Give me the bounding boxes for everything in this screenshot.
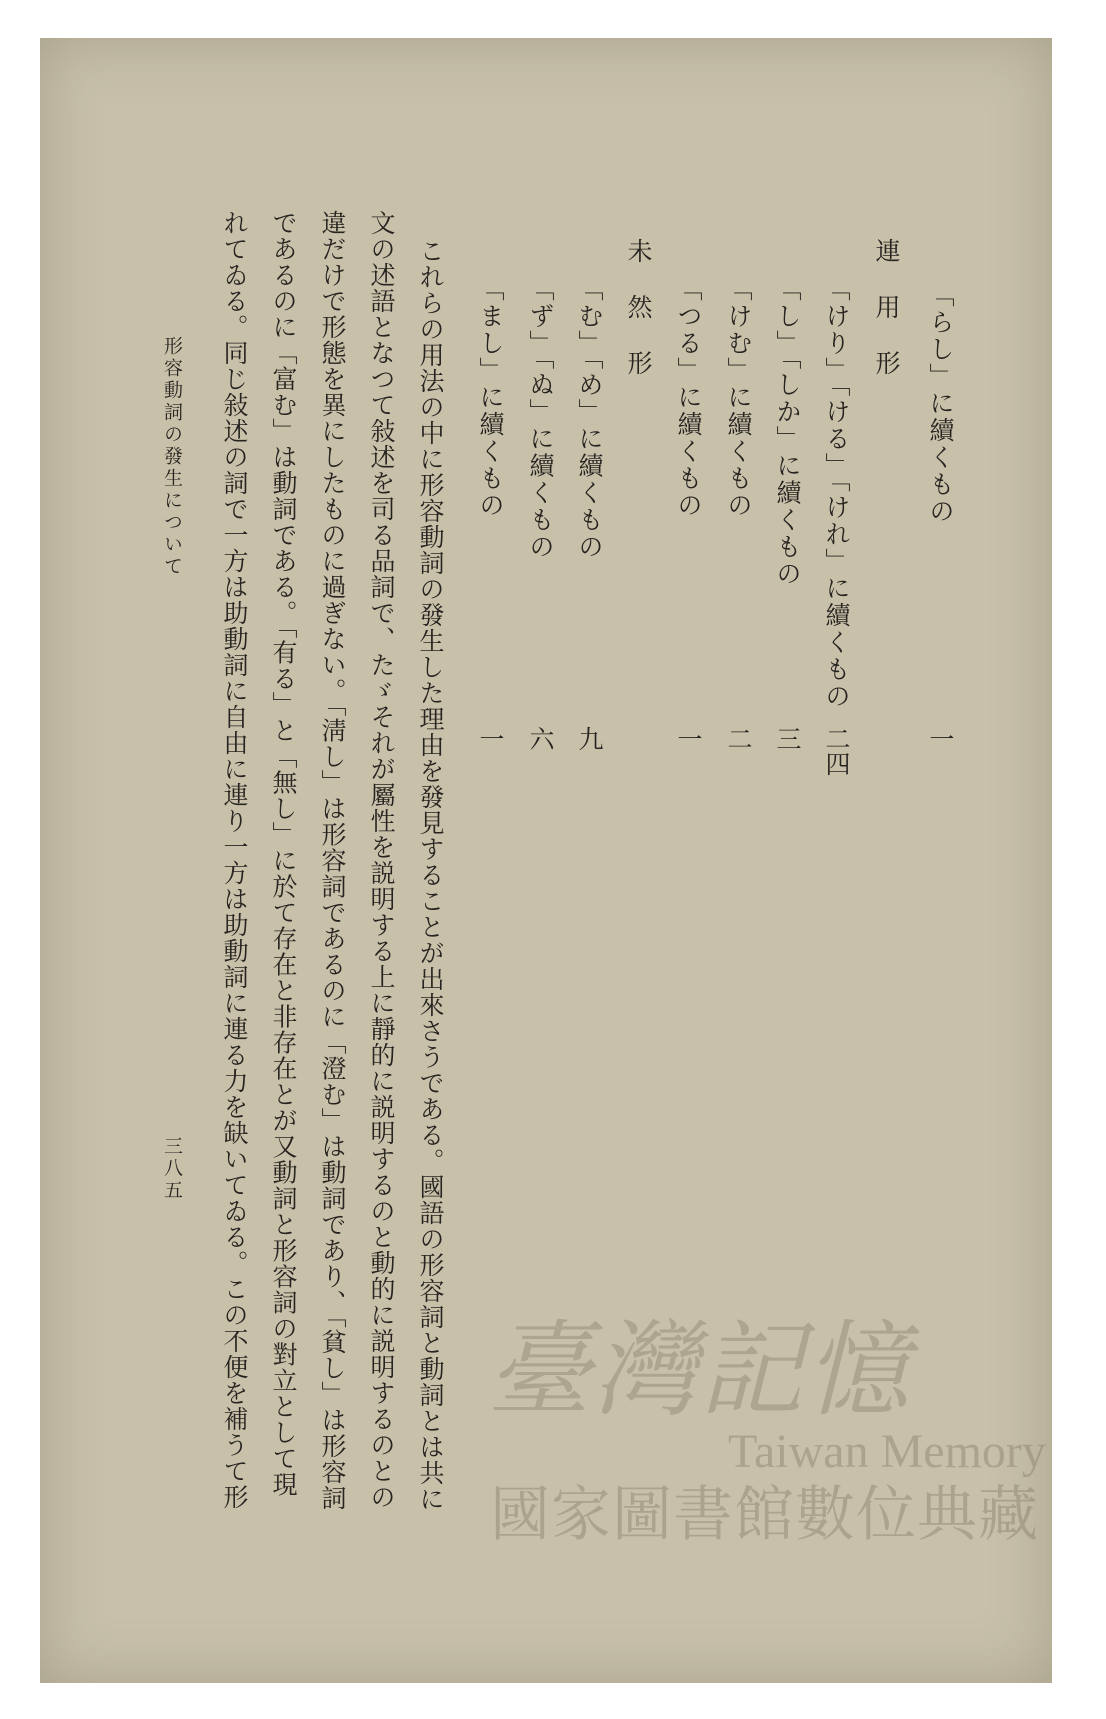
count-value: 一 — [926, 726, 955, 751]
text-column: 「し」「しか」に續くもの — [773, 276, 802, 588]
count-value: 六 — [526, 726, 555, 751]
paragraph-line: これらの用法の中に形容動詞の發生した理由を發見することが出來さうである。國語の形容詞と動詞とは共に — [416, 238, 445, 1512]
paragraph-line: 違だけで形態を異にしたものに過ぎない。「淸し」は形容詞であるのに「澄む」は動詞であり、「貧し」は形容詞 — [318, 210, 347, 1511]
text-column: 「まし」に續くもの — [476, 276, 505, 519]
paragraph-line: であるのに「富む」は動詞である。「有る」と「無し」に於て存在と非存在とが又動詞と形容詞の對立として現 — [269, 210, 298, 1498]
text-column: 「つる」に續くもの — [674, 276, 703, 519]
section-heading: 連 用 形 — [872, 238, 901, 378]
text-column: 「む」「め」に續くもの — [575, 276, 604, 561]
count-value: 二四 — [822, 726, 851, 776]
section-heading: 未 然 形 — [624, 238, 653, 378]
count-value: 二 — [724, 726, 753, 751]
text-column: 「けむ」に續くもの — [724, 276, 753, 519]
text-column: 「らし」に續くもの — [926, 282, 955, 525]
paragraph-line: れてゐる。同じ敍述の詞で一方は助動詞に自由に連り一方は助動詞に連る力を缺いてゐる。この不便を補うて形 — [220, 210, 249, 1510]
count-value: 三 — [773, 726, 802, 751]
paragraph-line: 文の述語となつて敍述を司る品詞で、たゞそれが屬性を説明する上に靜的に説明するのと動的に説明するのとの — [367, 210, 396, 1510]
watermark-chinese: 國家圖書館數位典藏 — [490, 1480, 1039, 1550]
count-value: 九 — [575, 726, 604, 751]
watermark-english: Taiwan Memory — [728, 1425, 1046, 1478]
running-title: 形容動詞の發生について — [161, 336, 183, 578]
count-value: 一 — [674, 726, 703, 751]
count-value: 一 — [476, 726, 505, 751]
watermark-logo: 臺灣記憶 — [487, 1309, 912, 1431]
text-column: 「ず」「ぬ」に續くもの — [526, 276, 555, 561]
text-column: 「けり」「ける」「けれ」に續くもの — [822, 276, 851, 710]
page-number: 三八五 — [161, 1136, 183, 1202]
